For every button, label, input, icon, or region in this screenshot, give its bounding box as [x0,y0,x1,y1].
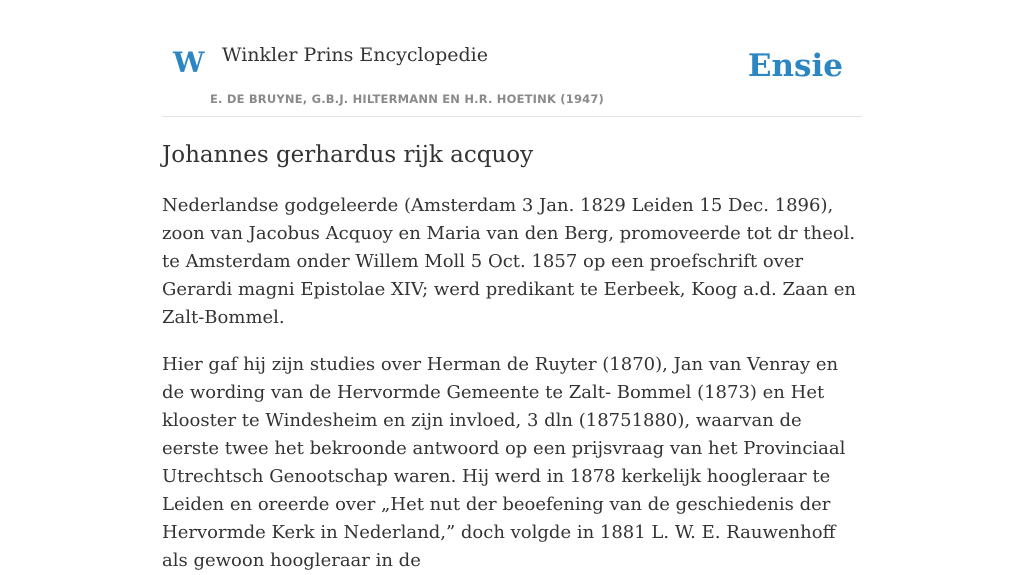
article-title: Johannes gerhardus rijk acquoy [162,142,534,168]
publication-title[interactable]: Winkler Prins Encyclopedie [222,44,488,66]
brand-logo[interactable]: Ensie [747,48,843,84]
article-paragraph: Hier gaf hij zijn studies over Herman de Ruyter (1870), Jan van Venray en de wording van de Hervormde Gemeente te Zalt- Bommel (1873) en Het klooster te Windesheim en zijn invloed, 3 dln (18751880), waarvan de eerste twee het bekroonde antwoord op een prijsvraag van het Provinciaal Utrechtsch Genootschap waren. Hij werd in 1878 kerkelijk hoogleraar te Leiden en oreerde over „Het nut der beoefening van de geschiedenis der Hervormde Kerk in Nederland,” doch volgde in 1881 L. W. E. Rauwenhoff als gewoon hoogleraar in de [162,354,846,571]
article-paragraph: Nederlandse godgeleerde (Amsterdam 3 Jan. 1829 Leiden 15 Dec. 1896), zoon van Jacobus Acquoy en Maria van den Berg, promoveerde tot dr theol. te Amsterdam onder Willem Moll 5 Oct. 1857 op een proefschrift over Gerardi magni Epistolae XIV; werd predikant te Eerbeek, Koog a.d. Zaan en Zalt-Bommel. [162,195,857,328]
site-logo-letter[interactable]: W [173,46,205,79]
publication-authors: E. DE BRUYNE, G.B.J. HILTERMANN EN H.R. HOETINK (1947) [210,92,605,106]
site-header [162,0,862,117]
article [162,140,862,575]
